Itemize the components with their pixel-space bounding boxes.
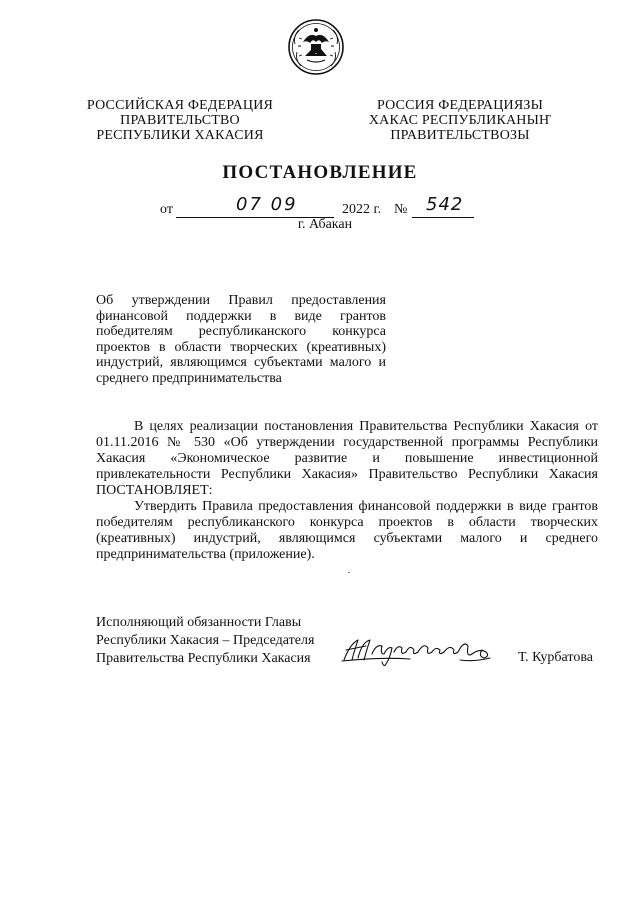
signer-name: Т. Курбатова [518, 650, 593, 665]
issue-city: г. Абакан [297, 217, 353, 232]
signatory-title-line-2: Республики Хакасия – Председателя [96, 633, 315, 648]
header-left-line-1: РОССИЙСКАЯ ФЕДЕРАЦИЯ [86, 98, 274, 113]
handwritten-signature-icon [340, 630, 500, 670]
body-paragraph-2: Утвердить Правила предоставления финансовой поддержки в виде грантов победителям республиканского конкурса проектов в области творческих (креативных) индустрий, являющимся субъектами малого и среднего предпринимательства (приложение). [96, 499, 598, 562]
header-right-line-3: ПРАВИТЕЛЬСТВОЗЫ [390, 128, 530, 143]
body-paragraph-1: В целях реализации постановления Правительства Республики Хакасия от 01.11.2016 № 530 «Об утверждении государственной программы Республики Хакасия «Экономическое развитие и повышение инвестиционной привлекательности Республики Хакасия» Правительство Республики Хакасия ПОСТАНОВЛЯЕТ: [96, 419, 598, 498]
signatory-title-line-1: Исполняющий обязанности Главы [96, 615, 302, 630]
header-right-line-2: ХАКАС РЕСПУБЛИКАНЫҤ [368, 113, 552, 128]
header-left-line-3: РЕСПУБЛИКИ ХАКАСИЯ [96, 128, 264, 143]
year-suffix: 2022 г. [342, 202, 382, 217]
handwritten-number: 542 [426, 194, 464, 215]
document-type-title: ПОСТАНОВЛЕНИЕ [222, 162, 418, 183]
signatory-title [96, 614, 314, 668]
signatory-title-line-3: Правительства Республики Хакасия [96, 651, 311, 666]
document-body [96, 419, 598, 563]
header-left-line-2: ПРАВИТЕЛЬСТВО [120, 113, 240, 128]
coat-of-arms-icon [287, 18, 345, 76]
issuer-header-russian [82, 98, 278, 143]
issuer-header-khakas [355, 98, 565, 143]
header-right-line-1: РОССИЯ ФЕДЕРАЦИЯЗЫ [376, 98, 544, 113]
scan-speck [348, 572, 350, 573]
number-sign: № [394, 202, 408, 217]
document-subject: Об утверждении Правил предоставления финансовой поддержки в виде грантов победителям республиканского конкурса проектов в области творческих (креативных) индустрий, являющимся субъектами малого и среднего предпринимательства [96, 293, 386, 386]
date-prefix: от [160, 202, 173, 217]
handwritten-date: 07 09 [236, 194, 298, 215]
